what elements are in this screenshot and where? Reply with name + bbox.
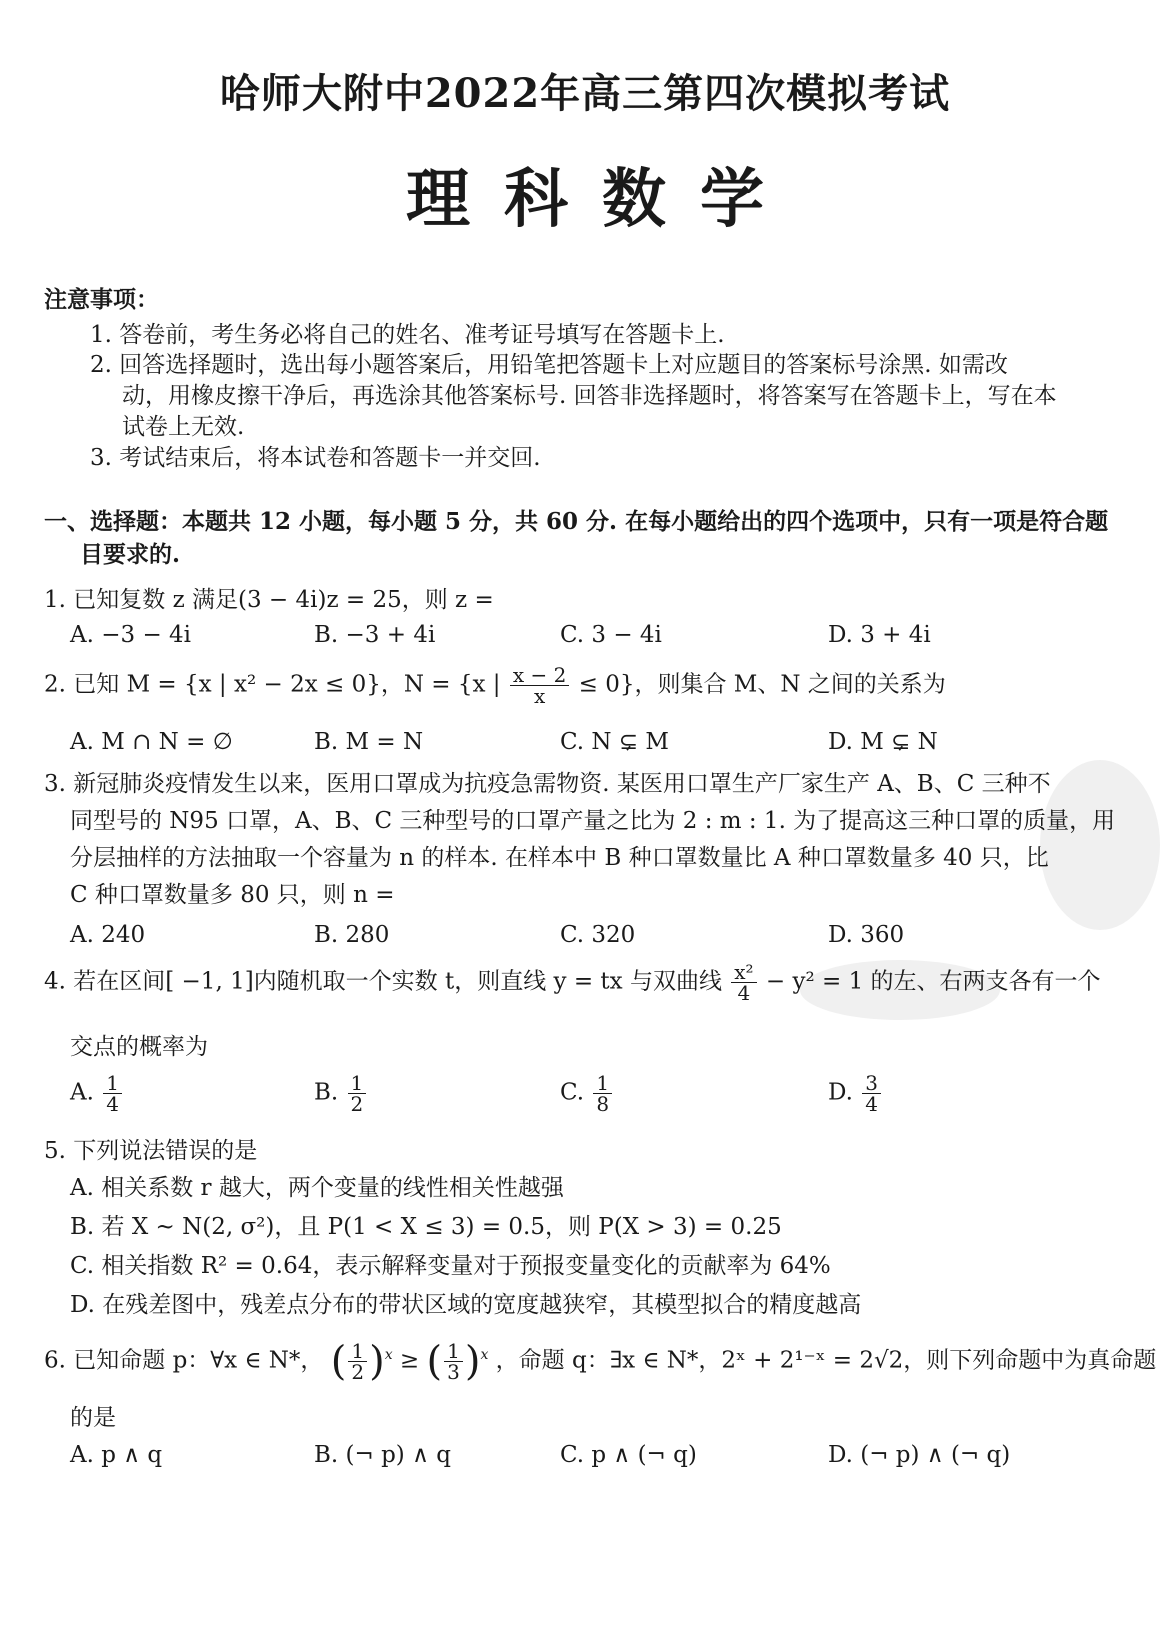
q6-open-paren: ( [330,1338,347,1385]
q1-option-b: B. −3 + 4i [314,622,436,648]
question-6-line-2: 的是 [70,1405,116,1431]
q1-option-a: A. −3 − 4i [70,622,192,648]
q6-half [348,1339,367,1385]
notice-item-1: 1. 答卷前，考生务必将自己的姓名、准考证号填写在答题卡上. [90,322,725,348]
q4-option-b [314,1073,368,1114]
exam-title: 哈师大附中2022年高三第四次模拟考试 [219,70,951,117]
question-2-stem [44,665,946,706]
q2-option-b: B. M = N [314,729,424,755]
q6-option-d: D. (¬ p) ∧ (¬ q) [828,1442,1011,1468]
q3-option-c: C. 320 [560,922,636,948]
q4-option-a-den: 4 [106,1092,119,1116]
q6-option-b: B. (¬ p) ∧ q [314,1442,451,1468]
q6-half-num: 1 [348,1341,367,1362]
q6-close-paren: ) [369,1338,385,1385]
q4-option-d-letter: D. [828,1079,853,1106]
q3-option-d: D. 360 [828,922,905,948]
q1-option-d: D. 3 + 4i [828,622,931,648]
q4-option-a-fraction [103,1073,122,1114]
q6-half-den: 2 [351,1360,365,1385]
q2-stem-part1: 2. 已知 M = {x | x² − 2x ≤ 0}，N = {x | [44,671,501,698]
notice-heading: 注意事项： [44,286,159,313]
q2-option-c: C. N ⊊ M [560,729,669,755]
q2-fraction-den: x [533,684,546,708]
q2-fraction [510,665,569,706]
q5-option-b: B. 若 X ~ N(2, σ²)，且 P(1 < X ≤ 3) = 0.5，则 P(X > 3) = 0.25 [70,1214,782,1240]
q3-option-a: A. 240 [70,922,146,948]
question-3-line-3: 分层抽样的方法抽取一个容量为 n 的样本. 在样本中 B 种口罩数量比 A 种口罩数量多 40 只，比 [70,845,1049,871]
scan-smudge [1040,760,1160,930]
q6-stem-part2: ，命题 q：∃x ∈ N*，2ˣ + 2¹⁻ˣ = 2√2，则下列命题中为真命题 [495,1347,1157,1374]
q6-stem-part1: 6. 已知命题 p：∀x ∈ N*， [44,1347,324,1374]
q6-third-den: 3 [447,1360,460,1385]
q6-option-c: C. p ∧ (¬ q) [560,1442,697,1468]
q4-option-b-num: 1 [348,1073,367,1094]
q4-fraction-num: x² [731,962,756,983]
question-1-stem: 1. 已知复数 z 满足(3 − 4i)z = 25，则 z = [44,587,494,613]
q4-option-a [70,1073,124,1114]
q4-option-c-den: 8 [596,1092,610,1116]
q6-open-paren-2: ( [426,1338,443,1385]
notice-item-2: 2. 回答选择题时，选出每小题答案后，用铅笔把答题卡上对应题目的答案标号涂黑. 如需改 [90,352,1008,378]
section-heading: 一、选择题：本题共 12 小题，每小题 5 分，共 60 分. 在每小题给出的四个选项中，只有一项是符合题 [44,508,1109,535]
q4-fraction [731,962,756,1003]
q6-third-num: 1 [444,1341,463,1362]
question-4-line-2: 交点的概率为 [70,1034,208,1060]
notice-item-2-cont: 动，用橡皮擦干净后，再选涂其他答案标号. 回答非选择题时，将答案写在答题卡上，写在本 [122,383,1057,409]
q4-fraction-den: 4 [737,981,751,1005]
question-5-stem: 5. 下列说法错误的是 [44,1138,258,1164]
q4-option-a-letter: A. [70,1079,94,1106]
question-4-stem [44,962,1101,1003]
q6-close-paren-2: ) [464,1338,481,1385]
q6-exponent-2: x [480,1347,489,1363]
q5-option-d: D. 在残差图中，残差点分布的带状区域的宽度越狭窄，其模型拟合的精度越高 [70,1292,862,1318]
q6-third [444,1339,463,1385]
q4-option-c-letter: C. [560,1079,585,1106]
notice-item-3: 3. 考试结束后，将本试卷和答题卡一并交回. [90,445,541,471]
q4-option-d [828,1073,883,1114]
notice-item-2-end: 试卷上无效. [122,414,245,440]
q4-option-c-num: 1 [593,1073,612,1094]
q6-option-a: A. p ∧ q [70,1442,163,1468]
q2-stem-part2: ≤ 0}，则集合 M、N 之间的关系为 [578,671,946,698]
q2-option-a: A. M ∩ N = ∅ [70,729,233,755]
q5-option-a: A. 相关系数 r 越大，两个变量的线性相关性越强 [70,1175,564,1201]
q4-stem-part2: − y² = 1 的左、右两支各有一个 [765,968,1101,995]
q4-option-b-letter: B. [314,1079,339,1106]
question-6-stem [44,1338,1157,1385]
q5-option-c: C. 相关指数 R² = 0.64，表示解释变量对于预报变量变化的贡献率为 64% [70,1253,831,1279]
q6-exponent: x [384,1347,393,1363]
q4-option-d-fraction [862,1073,881,1114]
q4-stem-part1: 4. 若在区间[ −1, 1]内随机取一个实数 t，则直线 y = tx 与双曲线 [44,968,722,995]
q4-option-d-den: 4 [865,1092,878,1116]
q4-option-a-num: 1 [103,1073,122,1094]
question-3-line-2: 同型号的 N95 口罩，A、B、C 三种型号的口罩产量之比为 2 : m : 1. 为了提高这三种口罩的质量，用 [70,808,1116,834]
q4-option-d-num: 3 [862,1073,881,1094]
q1-option-c: C. 3 − 4i [560,622,662,648]
section-heading-cont: 目要求的. [80,541,181,568]
question-3-line-4: C 种口罩数量多 80 只，则 n = [70,882,395,908]
exam-subject: 理科数学 [406,162,798,237]
q2-option-d: D. M ⊊ N [828,729,938,755]
question-3-line-1: 3. 新冠肺炎疫情发生以来，医用口罩成为抗疫急需物资. 某医用口罩生产厂家生产 A、B、C 三种不 [44,771,1051,797]
q6-geq: ≥ [399,1347,420,1374]
q4-option-c [560,1073,614,1114]
q2-fraction-num: x − 2 [510,665,569,686]
q4-option-b-den: 2 [350,1092,364,1116]
q3-option-b: B. 280 [314,922,390,948]
q4-option-b-fraction [348,1073,367,1114]
q4-option-c-fraction [593,1073,612,1114]
